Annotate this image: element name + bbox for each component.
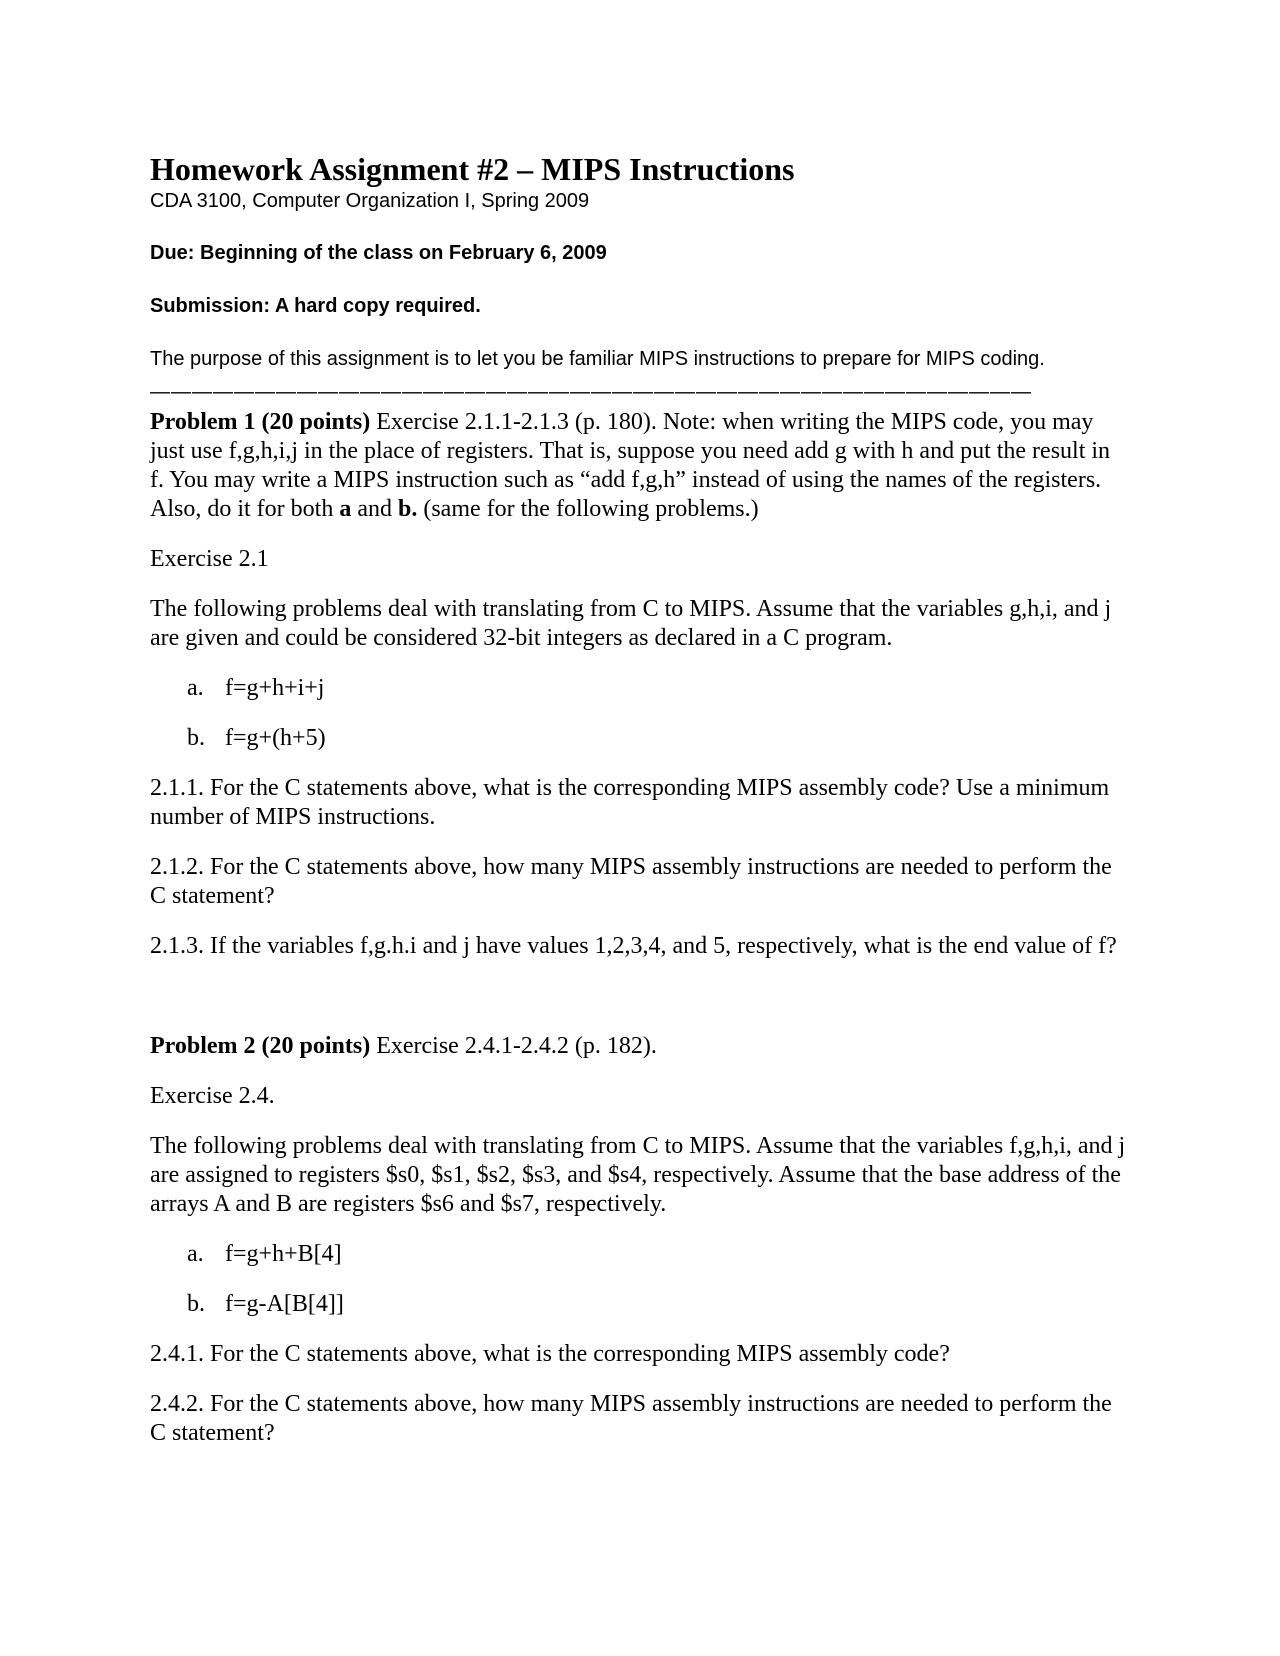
purpose-statement: The purpose of this assignment is to let you be familiar MIPS instructions to prepare for MIPS coding. — [150, 348, 1045, 370]
exercise-2-4-statements — [150, 1240, 1130, 1319]
list-marker: b. — [187, 725, 205, 751]
exercise-2-1-description: The following problems deal with translating from C to MIPS. Assume that the variables g,h,i, and j are given and could be considered 32-bit integers as declared in a C program. — [150, 596, 1112, 651]
section-separator: —————————————————————————————————————————— — [150, 381, 1032, 403]
question-2-4-1: 2.4.1. For the C statements above, what is the corresponding MIPS assembly code? — [150, 1341, 950, 1367]
c-statement: f=g-A[B[4]] — [225, 1291, 344, 1317]
problem-1-intro-text: Exercise 2.1.1-2.1.3 (p. 180). Note: when writing the MIPS code, you may just use f,g,h,i,j in the place of registers. That is, suppose you need add g with h and put the result in f. You may write a MIPS instruction such as “add f,g,h” instead of using the names of the registers. Also, do it for both — [150, 409, 1111, 522]
c-statement: f=g+h+i+j — [225, 675, 325, 701]
c-statement: f=g+h+B[4] — [225, 1241, 342, 1267]
question-2-4-2: 2.4.2. For the C statements above, how many MIPS assembly instructions are needed to perform the C statement? — [150, 1391, 1112, 1446]
list-marker: b. — [187, 1291, 205, 1317]
exercise-2-1-title: Exercise 2.1 — [150, 546, 269, 572]
list-item — [150, 724, 1130, 753]
list-marker: a. — [187, 1241, 204, 1267]
c-statement: f=g+(h+5) — [225, 725, 326, 751]
question-2-1-1: 2.1.1. For the C statements above, what is the corresponding MIPS assembly code? Use a minimum number of MIPS instructions. — [150, 775, 1110, 830]
problem-1-intro-end: (same for the following problems.) — [417, 496, 759, 522]
problem-1-intro — [150, 408, 1130, 524]
exercise-2-1-statements — [150, 674, 1130, 753]
submission-note: Submission: A hard copy required. — [150, 295, 481, 317]
problem-1-intro-and: and — [351, 496, 398, 522]
list-item — [150, 674, 1130, 703]
course-subtitle: CDA 3100, Computer Organization I, Spring 2009 — [150, 190, 590, 212]
problem-1-heading: Problem 1 (20 points) — [150, 409, 371, 435]
list-marker: a. — [187, 675, 204, 701]
question-2-1-2: 2.1.2. For the C statements above, how many MIPS assembly instructions are needed to perform the C statement? — [150, 854, 1112, 909]
list-item — [150, 1290, 1130, 1319]
problem-2-intro-text: Exercise 2.4.1-2.4.2 (p. 182). — [370, 1033, 657, 1059]
problem-1-bold-a: a — [339, 496, 352, 522]
document-page — [150, 150, 1130, 1469]
list-item — [150, 1240, 1130, 1269]
section-gap — [150, 982, 1130, 1032]
page-title: Homework Assignment #2 – MIPS Instructions — [150, 151, 795, 187]
problem-1-bold-b: b. — [397, 496, 418, 522]
problem-2-intro — [150, 1032, 1130, 1061]
exercise-2-4-title: Exercise 2.4. — [150, 1083, 275, 1109]
problem-2-heading: Problem 2 (20 points) — [150, 1033, 371, 1059]
due-date: Due: Beginning of the class on February 6, 2009 — [150, 242, 607, 264]
question-2-1-3: 2.1.3. If the variables f,g.h.i and j have values 1,2,3,4, and 5, respectively, what is the end value of f? — [150, 933, 1117, 959]
exercise-2-4-description: The following problems deal with translating from C to MIPS. Assume that the variables f,g,h,i, and j are assigned to registers $s0, $s1, $s2, $s3, and $s4, respectively. Assume that the base address of the arrays A and B are registers $s6 and $s7, respectively. — [150, 1133, 1126, 1217]
